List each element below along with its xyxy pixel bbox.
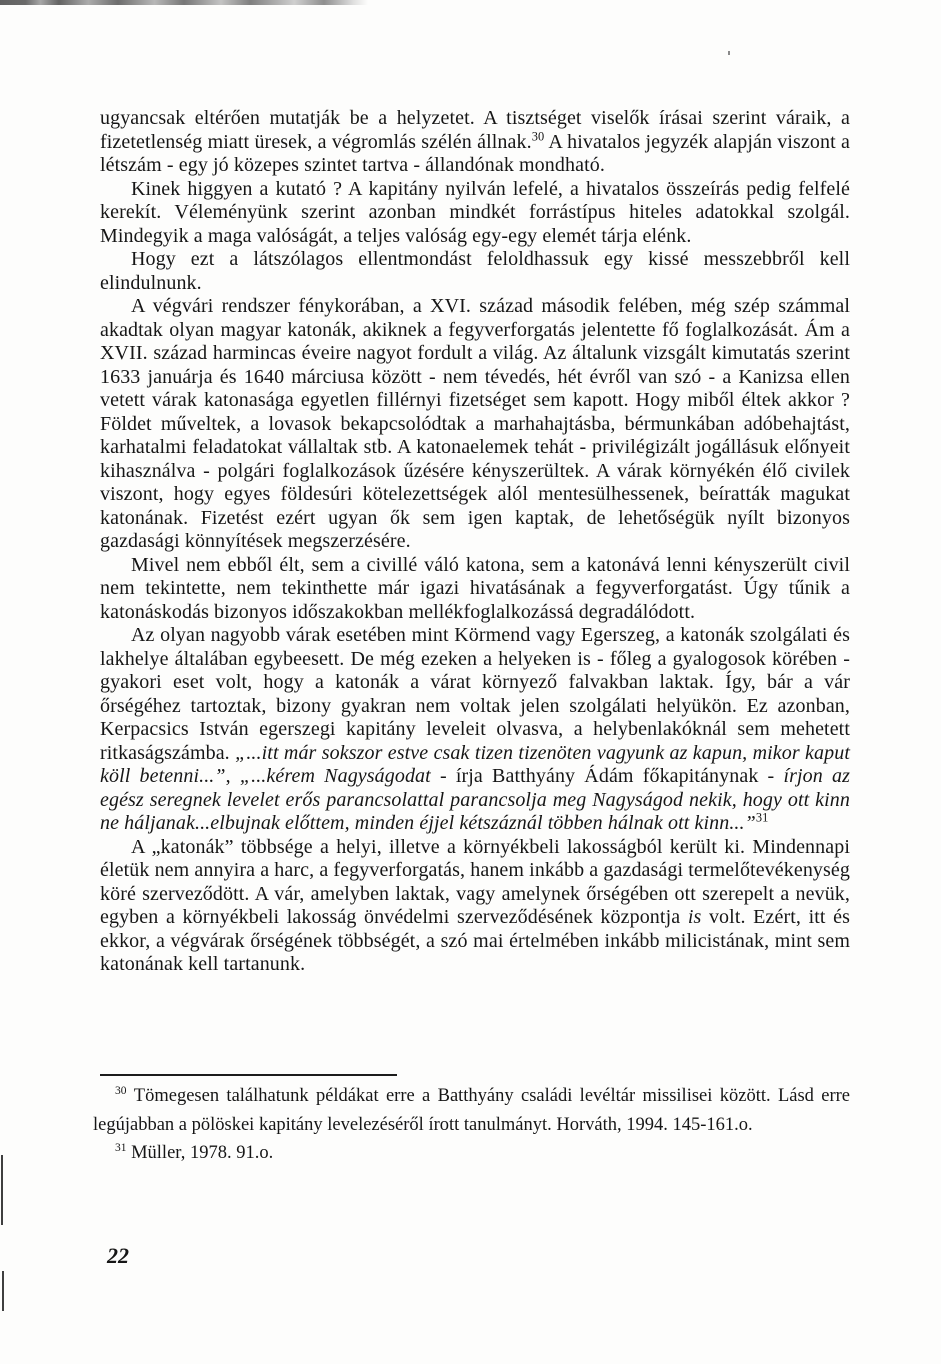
paragraph [100,624,850,836]
text-run: „...itt már sokszor estve csak tizen tizenöten vagyunk az kapun, mikor kaput köll betenni...” [100,741,850,787]
footnote-marker: 31 [115,1141,127,1154]
paragraph [100,554,850,625]
footnotes-list [93,1082,850,1168]
footnote-ref: 31 [755,810,769,825]
text-run: , [225,765,240,787]
text-run: „...kérem Nagyságodat [239,765,431,787]
text-run: Hogy ezt a látszólagos ellentmondást feloldhassuk egy kissé messzebbről kell elindulnunk. [100,248,850,294]
text-run: Mivel nem ebből élt, sem a civillé váló katona, sem a katonává lenni kényszerült civil nem tekintette, nem tekinthette már igazi hivatásának a fegyverforgatást. Úgy tűnik a katonáskodás bizonyos időszakokban mellékfoglalkozássá degradálódott. [100,553,850,623]
page-number: 22 [107,1243,129,1268]
footnote-text: Tömegesen találhatunk példákat erre a Batthyány családi levéltár missilisei között. Lásd erre legújabban a pölöskei kapitány levelezéséről írott tanulmányt. Horváth, 1994. 145-161.o. [93,1086,850,1135]
text-run: Az olyan nagyobb várak esetében mint Körmend vagy Egerszeg, a katonák szolgálati és lakhelye általában egybeesett. De még ezeken a helyeken is - főleg a gyalogosok körében - gyakori eset volt, hogy a katonák a várat környező falvakban laktak. Így, bár a vár őrségéhez tartoztak, bizony gyakran nem voltak jelen szolgálati helyükön. Ez azonban, Kerpacsics István egerszegi kapitány leveleit olvasva, a helybenlakóknál sem mehetett ritkaságszámba. [100,624,850,764]
footnote-ref: 30 [531,128,545,143]
text-run: volt. Ezért, itt és ekkor, a végvárak őrségének többségét, a szó mai értelmében inkább milicistának, mint sem katonának kell tartanunk. [100,906,850,975]
paragraph [100,295,850,554]
paragraph [100,178,850,249]
footnotes-section [93,1074,850,1168]
footnote-text: Müller, 1978. 91.o. [126,1143,274,1163]
text-run: Kinek higgyen a kutató ? A kapitány nyilván lefelé, a hivatalos összeírás pedig felfelé kerekít. Véleményünk szerint azonban mindkét forrástípus hiteles adatokkal szolgál. Mindegyik a maga valóságát, a teljes valóság egy-egy elemét tárja elénk. [100,177,850,247]
footnote [93,1082,850,1139]
paragraph [100,836,850,977]
scan-artifact-left-edge-lower [2,1271,4,1311]
text-run: - írja Batthyány Ádám főkapitánynak - [430,765,784,787]
footnote [93,1139,850,1168]
paragraph [100,107,850,178]
scan-artifact-top-edge [0,0,368,5]
text-run: ugyancsak eltérően mutatják be a helyzetet. A tisztséget viselők írásai szerint váraik, a fizetetlenség miatt üresek, a végromlás szélén állnak. [100,107,850,153]
text-run: A végvári rendszer fénykorában, a XVI. század második felében, még szép számmal akadtak olyan magyar katonák, akiknek a fegyverforgatás jelentette fő foglalkozását. Ám a XVII. század harmincas éveire nagyot fordult a világ. Az általunk vizsgált kimutatás szerint 1633 januárja és 1640 márciusa között - nem tévedés, hét évről van szó - a Kanizsa ellen vetett várak katonasága egyetlen fillérnyi fizetséget sem kapott. Hogy miből éltek akkor ? Földet műveltek, a lovasok bekapcsolódtak a marhahajtásba, bérmunkában adóbehajtást, karhatalmi feladatokat vállaltak stb. A katonaelemek tehát - privilégizált jogállásuk előnyeit kihasználva - polgári foglalkozások űzésére kényszerültek. A várak környékén élő civilek viszont, hogy egyes földesúri kötelezettségek alól mentesülhessenek, beíratták magukat katonának. Fizetést ezért ugyan ők sem igen kaptak, de lehetőségük nyílt bizonyos gazdasági könnyítések megszerzésére. [100,295,850,552]
footnote-marker: 30 [115,1084,127,1097]
scan-artifact-dot [728,51,730,55]
body-text [100,107,850,977]
text-run: A hivatalos jegyzék alapján viszont a létszám - egy jó közepes szintet tartva - állandónak mondható. [100,130,851,176]
text-run: írjon az egész seregnek levelet erős parancsolattal parancsolja meg Nagyságod nekik, hogy ott kinn ne háljanak...elbujnak előttem, minden éjjel kétszáznál többen hálnak ott kinn...” [100,765,850,834]
footnote-separator [100,1074,397,1076]
scan-artifact-left-edge-upper [1,1155,3,1225]
text-run: A „katonák” többsége a helyi, illetve a környékbeli lakosságból került ki. Mindennapi életük nem annyira a harc, a fegyverforgatás, hanem inkább a gazdasági termelőtevékenység köré szerveződött. A vár, amelyben laktak, vagy amelynek őrségében ott szerepelt a nevük, egyben a környékbeli lakosság önvédelmi szerveződésének központja [100,835,850,928]
text-run: is [687,906,702,928]
paragraph [100,248,850,295]
